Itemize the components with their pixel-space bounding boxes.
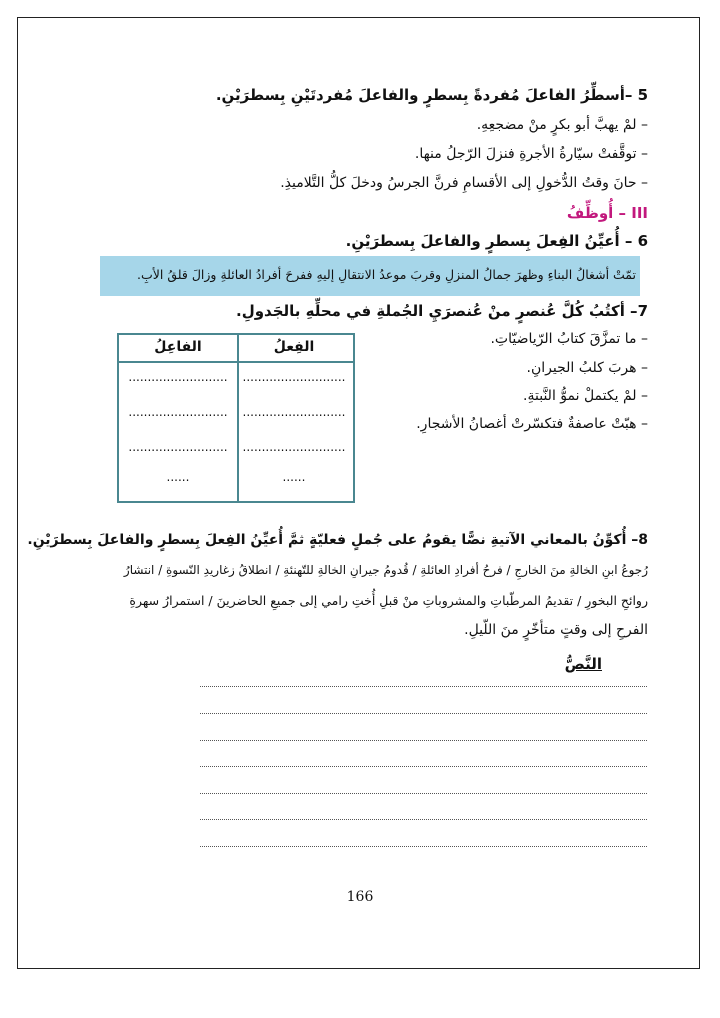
table-cell-subject-4[interactable]: ......	[166, 470, 190, 484]
writing-line-4[interactable]	[200, 766, 647, 767]
table-cell-verb-3[interactable]: ...........................	[242, 440, 346, 454]
table-divider-horizontal	[119, 361, 353, 363]
exercise-5-title: 5 –أسطِّرُ الفاعلَ مُفردةً بِسطرٍ والفاعلَ مُفردتَيْنِ بِسطرَيْنِ.	[215, 86, 648, 104]
verb-subject-table	[117, 333, 355, 503]
exercise-7-line-1: – ما تمزَّقَ كتابُ الرّياضيّاتِ.	[490, 331, 648, 347]
exercise-8-line-2: روائحِ البخورِ / تقديمُ المرطّباتِ والمشروباتِ منْ قبلِ أُختِ رامي إلى جميعِ الحاضرينَ / استمرارُ سهرةِ	[129, 593, 648, 608]
exercise-7-line-2: – هربَ كلبُ الجيرانِ.	[526, 360, 648, 376]
section-number: III	[631, 204, 648, 222]
table-header-subject: الفاعِلُ	[154, 339, 202, 355]
exercise-5-line-2: – توقَّفتْ سيّارةُ الأجرةِ فنزلَ الرّجلُ منها.	[414, 146, 648, 162]
text-label: النَّصُّ	[564, 655, 602, 673]
exercise-8-title: 8– أُكوِّنُ بالمعاني الآتيةِ نصًّا يقومُ على جُملٍ فعليّةٍ ثمَّ أُعيِّنُ الفِعلَ بِسطرٍ والفاعلَ بِسطرَيْنِ.	[27, 532, 648, 548]
writing-line-2[interactable]	[200, 713, 647, 714]
table-cell-subject-1[interactable]: ..........................	[128, 370, 228, 384]
exercise-6-title: 6 – أُعيِّنُ الفِعلَ بِسطرٍ والفاعلَ بِسطرَيْنِ.	[345, 232, 648, 250]
exercise-8-line-1: رُجوعُ ابنِ الخالةِ منَ الخارجِ / فرحُ أفرادِ العائلةِ / قُدومُ جيرانِ الخالةِ للتّهنئةِ / انطلاقُ زغاريدِ النّسوةِ / انتشارُ	[123, 563, 648, 577]
table-cell-verb-1[interactable]: ...........................	[242, 370, 346, 384]
table-cell-verb-2[interactable]: ...........................	[242, 405, 346, 419]
table-cell-subject-2[interactable]: ..........................	[128, 405, 228, 419]
table-header-verb: الفِعلُ	[273, 339, 315, 355]
table-cell-subject-3[interactable]: ..........................	[128, 440, 228, 454]
exercise-5-line-3: – حانَ وقتُ الدُّخولِ إلى الأقسامِ فرنَّ الجرسُ ودخلَ كلُّ التَّلاميذِ.	[280, 175, 648, 191]
section-label: – أُوظِّفُ	[566, 204, 627, 222]
writing-line-7[interactable]	[200, 846, 647, 847]
exercise-8-line-3: الفرحِ إلى وقتٍ متأخّرٍ منَ اللّيلِ.	[464, 622, 648, 638]
writing-line-5[interactable]	[200, 793, 647, 794]
exercise-7-line-4: – هبّتْ عاصفةٌ فتكسّرتْ أغصانُ الأشجارِ.	[416, 416, 648, 432]
writing-line-3[interactable]	[200, 740, 647, 741]
writing-line-6[interactable]	[200, 819, 647, 820]
writing-line-1[interactable]	[200, 686, 647, 687]
exercise-6-text: تمّتْ أشغالُ البناءِ وظهرَ جمالُ المنزلِ وقربَ موعدُ الانتقالِ إليهِ ففرحَ أفرادُ العائلةِ وزالَ قلقُ الأبِ.	[137, 267, 636, 282]
exercise-7-title: 7– أكتُبُ كُلَّ عُنصرٍ منْ عُنصرَيِ الجُملةِ في محلِّهِ بالجَدولِ.	[236, 302, 648, 320]
table-cell-verb-4[interactable]: ......	[282, 470, 306, 484]
exercise-5-line-1: – لمْ يهبَّ أبو بكرٍ منْ مضجعِهِ.	[476, 117, 648, 133]
page-number: 166	[346, 889, 374, 905]
exercise-7-line-3: – لمْ يكتملْ نموُّ النَّبتةِ.	[523, 388, 648, 404]
section-heading	[567, 204, 648, 222]
